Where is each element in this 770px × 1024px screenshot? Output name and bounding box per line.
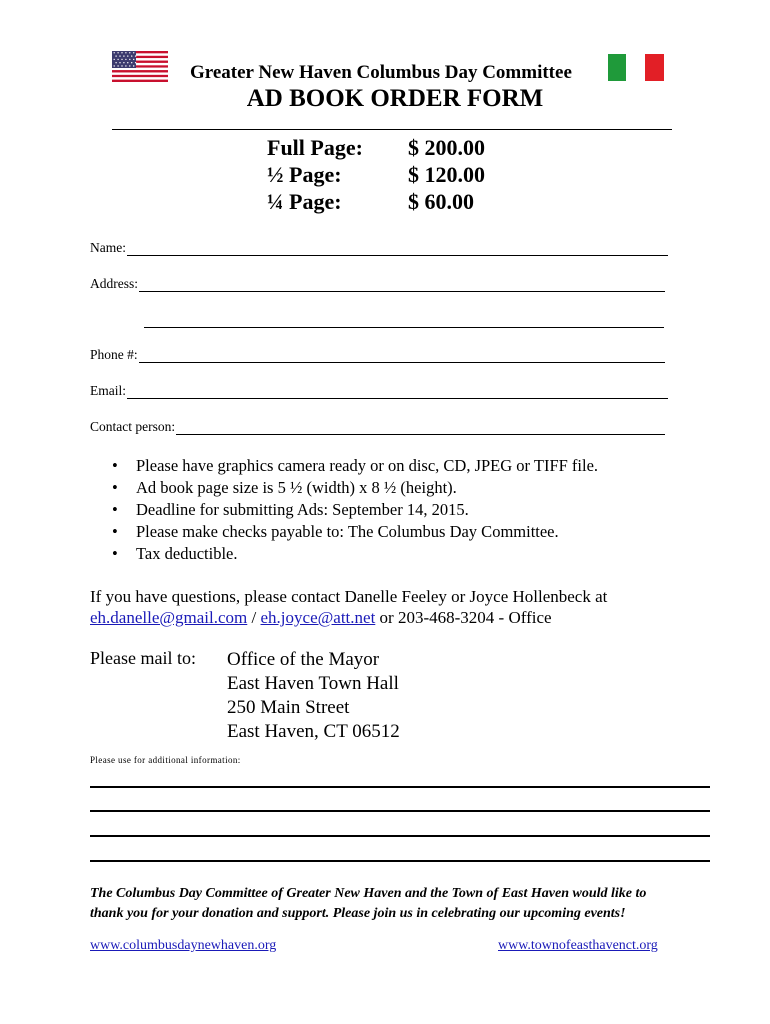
address-line[interactable]: [139, 279, 665, 292]
header-divider: [112, 129, 672, 130]
address-label: Address:: [90, 276, 138, 291]
contact-person-label: Contact person:: [90, 419, 176, 434]
additional-info-line[interactable]: [90, 786, 710, 788]
additional-info-label: Please use for additional information:: [90, 755, 241, 765]
italy-flag-icon: [608, 54, 664, 81]
email-link-joyce[interactable]: eh.joyce@att.net: [260, 608, 376, 627]
list-item: • Please make checks payable to: The Columbus Day Committee.: [112, 521, 598, 543]
address-field[interactable]: [90, 276, 665, 292]
name-line[interactable]: [127, 243, 668, 256]
contact-person-field[interactable]: [90, 419, 665, 435]
email-separator: /: [247, 608, 261, 627]
mail-to-label: Please mail to:: [90, 648, 196, 668]
contact-line: If you have questions, please contact Danelle Feeley or Joyce Hollenbeck at: [90, 587, 608, 606]
price-row-full: [267, 135, 485, 161]
address-line: Office of the Mayor: [227, 649, 380, 670]
phone-line[interactable]: [139, 350, 665, 363]
list-item: • Deadline for submitting Ads: September 14, 2015.: [112, 499, 598, 521]
website-link-columbusday[interactable]: www.columbusdaynewhaven.org: [90, 938, 277, 953]
thank-you-line: The Columbus Day Committee of Greater New Haven and the Town of East Haven would like to: [90, 886, 647, 901]
price-label: ¼ Page:: [267, 189, 342, 214]
name-label: Name:: [90, 240, 126, 255]
contact-emails: [90, 607, 607, 628]
list-item: • Ad book page size is 5 ½ (width) x 8 ½ (height).: [112, 477, 598, 499]
instructions-list: [112, 455, 598, 565]
address-line: 250 Main Street: [227, 697, 350, 718]
email-link-danelle[interactable]: eh.danelle@gmail.com: [90, 608, 248, 627]
additional-info-line[interactable]: [90, 835, 710, 837]
thank-you-note: [90, 884, 646, 924]
phone-field[interactable]: [90, 347, 665, 363]
price-value: $ 120.00: [408, 162, 485, 187]
email-label: Email:: [90, 383, 126, 398]
additional-info-line[interactable]: [90, 810, 710, 812]
price-label: Full Page:: [267, 135, 363, 160]
us-flag-icon: [112, 51, 168, 82]
thank-you-line: thank you for your donation and support. Please join us in celebrating our upcoming events!: [90, 906, 626, 921]
email-line[interactable]: [127, 386, 668, 399]
price-value: $ 200.00: [408, 135, 485, 160]
price-row-quarter: [267, 189, 474, 215]
address-line-2[interactable]: [144, 327, 664, 328]
committee-name: Greater New Haven Columbus Day Committee: [190, 62, 572, 83]
name-field[interactable]: [90, 240, 668, 256]
address-line: East Haven, CT 06512: [227, 721, 400, 742]
mail-address: [227, 648, 400, 744]
page-title: AD BOOK ORDER FORM: [246, 85, 544, 112]
price-row-half: [267, 162, 485, 188]
price-label: ½ Page:: [267, 162, 342, 187]
contact-person-line[interactable]: [176, 422, 665, 435]
list-item: • Tax deductible.: [112, 543, 598, 565]
address-line: East Haven Town Hall: [227, 673, 399, 694]
email-field[interactable]: [90, 383, 668, 399]
list-item: • Please have graphics camera ready or on disc, CD, JPEG or TIFF file.: [112, 455, 598, 477]
phone-label: Phone #:: [90, 347, 138, 362]
additional-info-line[interactable]: [90, 860, 710, 862]
phone-text: or 203-468-3204 - Office: [375, 608, 552, 627]
price-value: $ 60.00: [408, 189, 474, 214]
website-link-easthaven[interactable]: www.townofeasthavenct.org: [498, 938, 658, 953]
contact-paragraph: [90, 586, 607, 628]
